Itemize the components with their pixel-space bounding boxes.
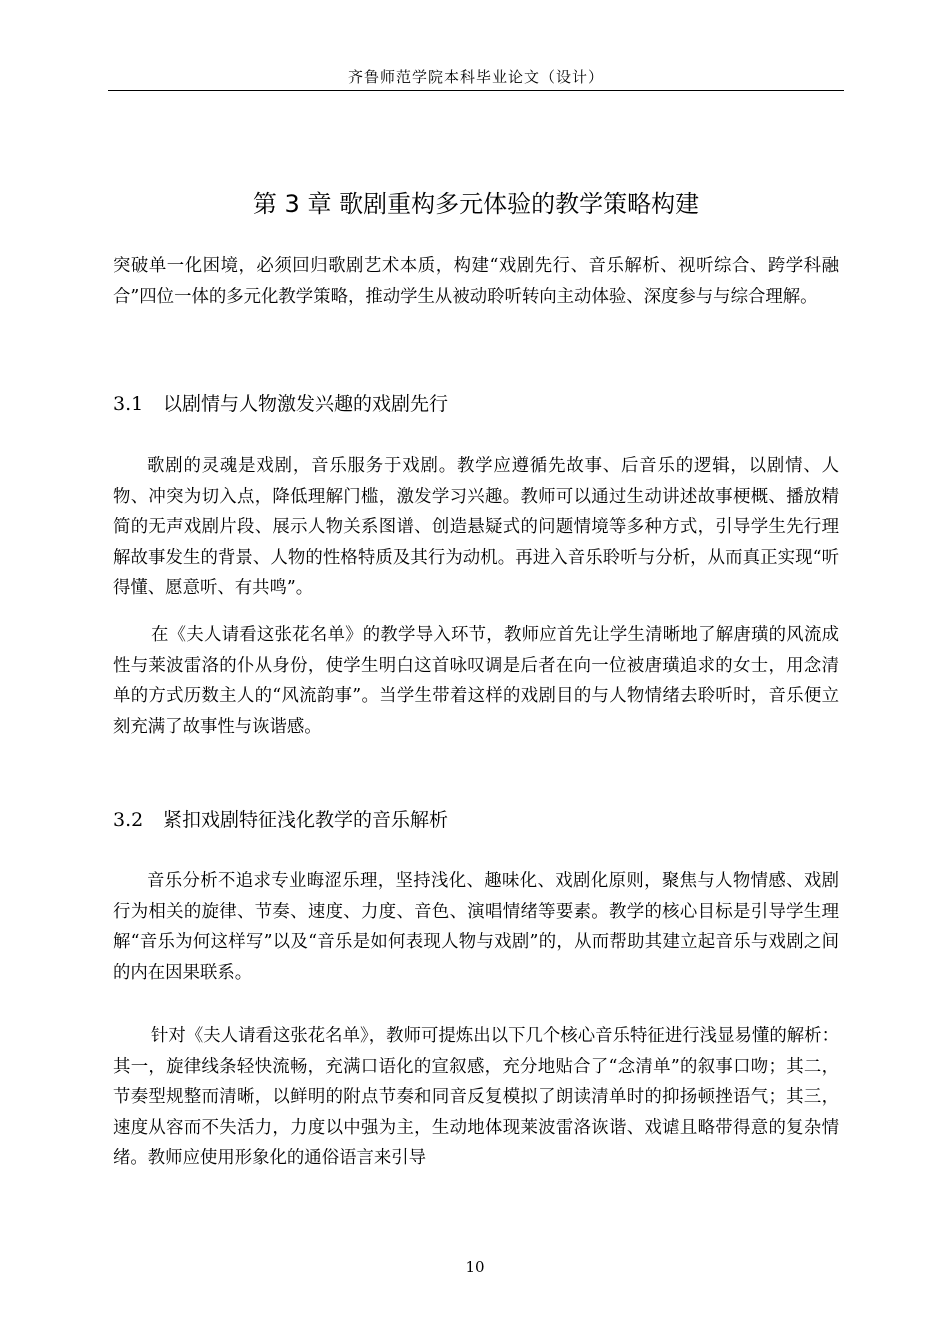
chapter-intro-paragraph: 突破单一化困境，必须回归歌剧艺术本质，构建“戏剧先行、音乐解析、视听综合、跨学科融合”四位一体的多元化教学策略，推动学生从被动聆听转向主动体验、深度参与与综合理解。 xyxy=(113,256,839,307)
section-3-1-paragraph-1: 歌剧的灵魂是戏剧，音乐服务于戏剧。教学应遵循先故事、后音乐的逻辑，以剧情、人物、冲突为切入点，降低理解门槛，激发学习兴趣。教师可以通过生动讲述故事梗概、播放精简的无声戏剧片段、展示人物关系图谱、创造悬疑式的问题情境等多种方式，引导学生先行理解故事发生的背景、人物的性格特质及其行为动机。再进入音乐聆听与分析，从而真正实现“听得懂、愿意听、有共鸣”。 xyxy=(113,456,839,599)
page-number: 10 xyxy=(465,1258,485,1276)
section-3-2-paragraph-1: 音乐分析不追求专业晦涩乐理，坚持浅化、趣味化、戏剧化原则，聚焦与人物情感、戏剧行为相关的旋律、节奏、速度、力度、音色、演唱情绪等要素。教学的核心目标是引导学生理解“音乐为何这样写”以及“音乐是如何表现人物与戏剧”的，从而帮助其建立起音乐与戏剧之间的内在因果联系。 xyxy=(113,871,839,983)
section-3-2-paragraph-2: 针对《夫人请看这张花名单》，教师可提炼出以下几个核心音乐特征进行浅显易懂的解析：其一，旋律线条轻快流畅，充满口语化的宣叙感，充分地贴合了“念清单”的叙事口吻；其二，节奏型规整而清晰，以鲜明的附点节奏和同音反复模拟了朗读清单时的抑扬顿挫语气；其三，速度从容而不失活力，力度以中强为主，生动地体现莱波雷洛诙谐、戏谑且略带得意的复杂情绪。教师应使用形象化的通俗语言来引导 xyxy=(113,1026,839,1169)
section-3-1-paragraph-2: 在《夫人请看这张花名单》的教学导入环节，教师应首先让学生清晰地了解唐璜的风流成性与莱波雷洛的仆从身份，使学生明白这首咏叹调是后者在向一位被唐璜追求的女士，用念清单的方式历数主人的“风流韵事”。当学生带着这样的戏剧目的与人物情绪去聆听时，音乐便立刻充满了故事性与诙谐感。 xyxy=(113,625,839,737)
section-number: 3.1 xyxy=(113,393,144,415)
section-heading-3-1 xyxy=(113,389,839,416)
header-rule xyxy=(108,90,844,91)
section-number: 3.2 xyxy=(113,809,144,831)
running-header: 齐鲁师范学院本科毕业论文（设计） xyxy=(347,68,604,86)
section-heading-3-2 xyxy=(113,805,839,832)
section-title: 以剧情与人物激发兴趣的戏剧先行 xyxy=(163,393,449,415)
section-title: 紧扣戏剧特征浅化教学的音乐解析 xyxy=(163,809,449,831)
chapter-title: 第 3 章 歌剧重构多元体验的教学策略构建 xyxy=(252,190,700,218)
